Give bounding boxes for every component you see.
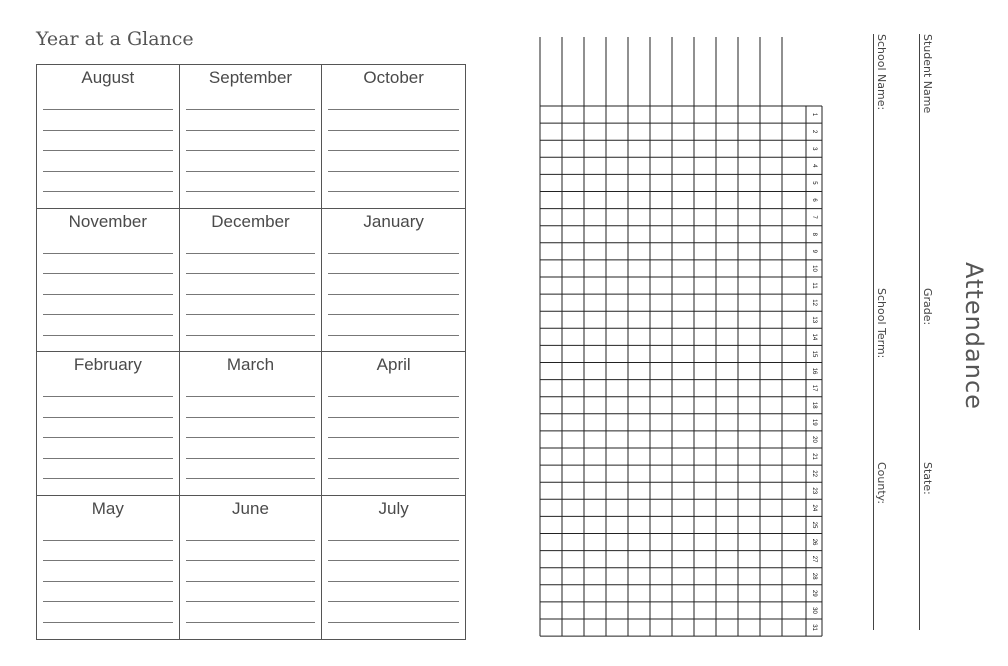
- day-number: 31: [811, 624, 817, 631]
- day-number: 2: [811, 129, 817, 134]
- student-name-line[interactable]: [919, 34, 920, 630]
- day-number: 8: [811, 232, 817, 236]
- day-number: 27: [811, 555, 817, 563]
- state-label: State:: [921, 462, 934, 495]
- day-number: 10: [811, 265, 817, 272]
- month-name: March: [226, 355, 275, 374]
- month-name: October: [363, 68, 424, 87]
- day-number: 15: [811, 350, 817, 358]
- month-name: November: [68, 211, 148, 231]
- month-name: February: [73, 355, 142, 374]
- day-number: 23: [811, 487, 817, 495]
- day-number: 16: [811, 367, 817, 375]
- day-number: 7: [811, 215, 817, 219]
- day-number: 12: [811, 299, 817, 306]
- month-name: September: [208, 68, 293, 87]
- day-number: 24: [811, 504, 817, 512]
- school-term-label: School Term:: [875, 288, 888, 359]
- grade-label: Grade:: [921, 288, 934, 326]
- day-number: 6: [811, 198, 817, 202]
- day-number: 17: [811, 384, 817, 392]
- day-number: 21: [811, 453, 817, 460]
- day-number: 14: [811, 333, 817, 341]
- attendance-header: [858, 34, 988, 630]
- day-number: 20: [811, 436, 817, 443]
- month-name: August: [81, 68, 135, 87]
- day-number: 3: [811, 147, 817, 151]
- day-number: 19: [811, 419, 817, 426]
- month-name: December: [211, 211, 290, 231]
- day-number: 26: [811, 538, 817, 546]
- school-name-line[interactable]: [873, 34, 874, 630]
- month-name: April: [376, 355, 411, 374]
- student-name-label: Student Name: [921, 34, 934, 114]
- attendance-title: Attendance: [960, 262, 988, 410]
- month-name: July: [378, 498, 409, 518]
- day-number: 28: [811, 572, 817, 580]
- day-number: 13: [811, 316, 817, 324]
- county-label: County:: [875, 462, 888, 505]
- day-number: 4: [811, 164, 817, 168]
- day-number: 5: [811, 181, 817, 185]
- year-at-a-glance-title: Year at a Glance: [36, 28, 194, 50]
- day-number: 9: [811, 249, 817, 254]
- school-name-label: School Name:: [875, 34, 888, 111]
- day-number: 1: [811, 112, 817, 117]
- day-number: 18: [811, 401, 817, 409]
- month-name: June: [232, 498, 269, 518]
- day-number: 25: [811, 521, 817, 529]
- day-number: 30: [811, 607, 817, 614]
- day-number: 11: [811, 282, 817, 289]
- day-number: 29: [811, 590, 817, 597]
- day-number: 22: [811, 470, 817, 477]
- month-name: May: [91, 498, 124, 518]
- month-name: January: [363, 211, 424, 231]
